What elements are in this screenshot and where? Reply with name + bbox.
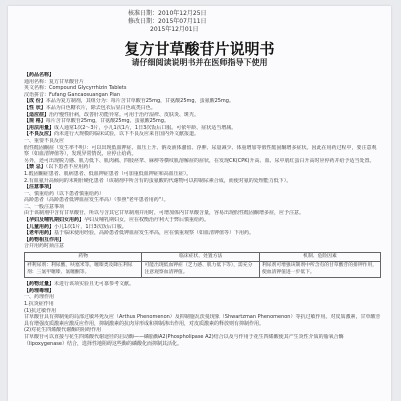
section-text: 2.有血氨升高倾向的末期肝硬化患者（该制剂中所含有的蛋氨酸的代谢物可以抑制尿素合成，而使对氨的处理能力低下）。 bbox=[24, 177, 292, 184]
section-text: (2)对花生四烯酸代谢酶的阻碍作用 bbox=[24, 327, 102, 334]
text-line bbox=[24, 191, 381, 198]
text-line bbox=[24, 178, 381, 185]
text-line bbox=[24, 131, 381, 138]
instruction-sheet bbox=[8, 6, 391, 401]
section-text: 一、药理作用 bbox=[24, 294, 55, 301]
text-line bbox=[24, 237, 381, 244]
section-text: 成人通常1次2～3片，小儿1次1片，1日3次饭后口服。可依年龄、症状适当增减。 bbox=[54, 124, 237, 131]
text-line bbox=[24, 164, 381, 171]
text-line bbox=[24, 294, 381, 301]
section-text: 孕妇及哺乳期妇女，应在权衡治疗利大于弊后慎重给药。 bbox=[84, 217, 210, 224]
section-text: 基于临床使用经验，高龄患者低钾血症发生率高，应在慎重观察（如血清钾值等）下用药。 bbox=[54, 230, 255, 237]
section-tag: 【注意事项】 bbox=[24, 184, 55, 191]
section-tag: 【老年用药】 bbox=[24, 230, 55, 237]
text-line bbox=[24, 85, 381, 92]
revision-date-1: 修改日期：2015年07月11日 bbox=[128, 18, 207, 25]
section-text: 合并用药时须注意 bbox=[24, 243, 65, 250]
section-tag: 【孕妇及哺乳期妇女用药】 bbox=[24, 217, 85, 224]
revision-date-2: 2015年12月01日 bbox=[150, 26, 199, 33]
section-tag: 【性 状】 bbox=[24, 104, 46, 111]
section-text: 汉语拼音：Fufang Gancaosuangan Pian bbox=[24, 91, 121, 98]
section-text: 本品为白色糖衣片，除去包衣后显白色或类白色。 bbox=[45, 104, 156, 111]
section-text: 尚未进行大规模的临床试验，以下不良反应来自国内外文献报道。 bbox=[54, 131, 200, 138]
section-tag: 【成 份】 bbox=[24, 98, 46, 105]
section-tag: 【禁 忌】 bbox=[24, 164, 46, 171]
section-text: 小儿1次1片，1日3次饭后口服。 bbox=[54, 223, 127, 230]
interaction-table bbox=[24, 252, 381, 278]
section-text: 假性醛固酮症（发生率不明）：可以出现低血钾症、血压上升、钠及液体潴留、浮肿、尿量减少、体重增加等假性醛固酮增多症状。因此在用药过程中，要注意观察（如血清钾值等），发现异常情况，应停止给药。 bbox=[24, 144, 377, 158]
text-line bbox=[24, 281, 381, 288]
document-body bbox=[24, 72, 381, 347]
text-line bbox=[24, 79, 381, 86]
section-text: 英文名称：Compound Glycyrrhizin Tablets bbox=[24, 85, 127, 92]
section-text: 本品为复方制剂，其组分为：每片含甘草酸苷25mg，甘氨酸25mg，蛋氨酸25mg。 bbox=[45, 98, 234, 105]
section-text: 1.醛固酮症患者、肌病患者、低血钾症患者（可加重低血钾症和高血压症）。 bbox=[24, 170, 192, 177]
document-title: 复方甘草酸苷片说明书 bbox=[124, 40, 275, 58]
section-text: 1.抗炎症作用 bbox=[24, 301, 54, 308]
text-line bbox=[24, 92, 381, 99]
text-line bbox=[24, 184, 381, 191]
text-line bbox=[24, 314, 381, 327]
text-line bbox=[24, 288, 381, 295]
text-line bbox=[24, 327, 381, 334]
section-text: 甘草酸苷具有抑制兔的局部过敏坏死反应（Arthus Phenomenon）及抑制施瓦茨曼现象（Shwartzman Phenomenon）等抗过敏作用。对皮质激素，甘草酸苷具有增强皮质激素应激反应作用，抑制激素的抗肉芽形成和抑制渗出作用，对皮质激素的释放则有抑制作用。 bbox=[24, 314, 381, 327]
text-line bbox=[24, 171, 381, 178]
text-line bbox=[24, 204, 381, 211]
section-tag: 【药物相互作用】 bbox=[24, 236, 65, 243]
text-line bbox=[24, 158, 381, 165]
text-line bbox=[24, 125, 381, 132]
section-text: (1)抗过敏作用 bbox=[24, 307, 57, 314]
section-text: 治疗慢性肝病，改善肝功能异常。可用于治疗湿疹、皮肤炎、斑秃。 bbox=[49, 111, 200, 118]
section-text: 一、重要不良反应 bbox=[24, 137, 65, 144]
section-text: 甘草酸苷可以直接与花生四烯酸代谢途径的启动酶——磷脂酶A2(Phospholipase A2)结合以及与作用于花生四烯酸使其产生炎性介质的脂氧合酶（lipoxygenase）结合，选择性地阻碍这些酶的磷酸化而抑制其活化。 bbox=[24, 334, 344, 347]
text-line bbox=[24, 98, 381, 105]
section-tag: 【药物过量】 bbox=[24, 281, 55, 288]
text-line bbox=[24, 138, 381, 145]
table-row bbox=[25, 262, 381, 278]
table-header-mechanism: 机制、危险因素 bbox=[259, 253, 380, 262]
table-cell: 可能出现低血钾症（乏力感、肌力低下等），需充分注意观察血清钾值。 bbox=[142, 262, 259, 278]
text-line bbox=[24, 217, 381, 224]
text-line bbox=[24, 243, 381, 250]
approval-dates bbox=[128, 10, 288, 34]
text-line bbox=[24, 105, 381, 112]
text-line bbox=[24, 112, 381, 119]
text-line bbox=[24, 301, 381, 308]
text-line bbox=[24, 72, 381, 79]
section-text: （以下患者不应用药） bbox=[45, 164, 94, 171]
section-tag: 【规 格】 bbox=[24, 118, 46, 125]
section-text: 一、慎重给药（以下患者慎重给药） bbox=[24, 190, 105, 197]
section-text: 另外，还可出现脱力感、肌力低下、肌肉痛、四肢痉挛、麻痹等横纹肌溶解症的症状，在发现CK(CPK)升高、血、尿中肌红蛋白升高时应停药并给予适当处置。 bbox=[24, 157, 375, 164]
text-line bbox=[24, 118, 381, 125]
section-text: 二、一般注意事项 bbox=[24, 203, 65, 210]
section-tag: 【用法用量】 bbox=[24, 124, 55, 131]
section-text: 由于该制剂中含有甘草酸苷，所以与含其它甘草制剂并用时，可增加体内甘草酸含量，容易出现假性醛固酮增多症，应予注意。 bbox=[24, 210, 305, 217]
table-header-drug: 药物 bbox=[25, 253, 142, 262]
section-tag: 【适应症】 bbox=[24, 111, 50, 118]
text-line bbox=[24, 145, 381, 158]
section-tag: 【不良反应】 bbox=[24, 131, 55, 138]
table-cell: 袢利尿剂：利尿酸、呋塞米等。噻嗪类及降压利尿剂：三氯甲噻嗪、氯噻酮等。 bbox=[25, 262, 142, 278]
sections-list bbox=[24, 72, 381, 250]
section-text: 未进行该项实验且无可靠参考文献。 bbox=[54, 281, 135, 288]
document-subtitle: 请仔细阅读说明书并在医师指导下使用 bbox=[131, 58, 268, 67]
text-line bbox=[24, 308, 381, 315]
table-header-symptom: 临床症状、处置方法 bbox=[142, 253, 259, 262]
text-line bbox=[24, 230, 381, 237]
section-tag: 【药理毒理】 bbox=[24, 287, 55, 294]
text-line bbox=[24, 210, 381, 217]
section-text: 每片含甘草酸苷25mg，甘氨酸25mg，蛋氨酸25mg。 bbox=[45, 118, 169, 125]
text-line bbox=[24, 197, 381, 204]
after-sections-list bbox=[24, 281, 381, 347]
text-line bbox=[24, 224, 381, 231]
section-tag: 【药品名称】 bbox=[24, 72, 55, 78]
approval-date: 核准日期：2010年12月25日 bbox=[128, 10, 207, 17]
section-text: 通用名称：复方甘草酸苷片 bbox=[24, 78, 85, 85]
section-tag: 【儿童用药】 bbox=[24, 223, 55, 230]
table-header-row bbox=[25, 253, 381, 262]
text-line bbox=[24, 334, 381, 347]
section-text: 高龄患者（高龄患者低钾血症发生率高）（参照"老年患者用药"）。 bbox=[24, 197, 169, 204]
table-cell: 利尿剂可增强该制剂中所含有的甘草酸苷的排钾作用，使血清钾值进一步低下。 bbox=[259, 262, 380, 278]
